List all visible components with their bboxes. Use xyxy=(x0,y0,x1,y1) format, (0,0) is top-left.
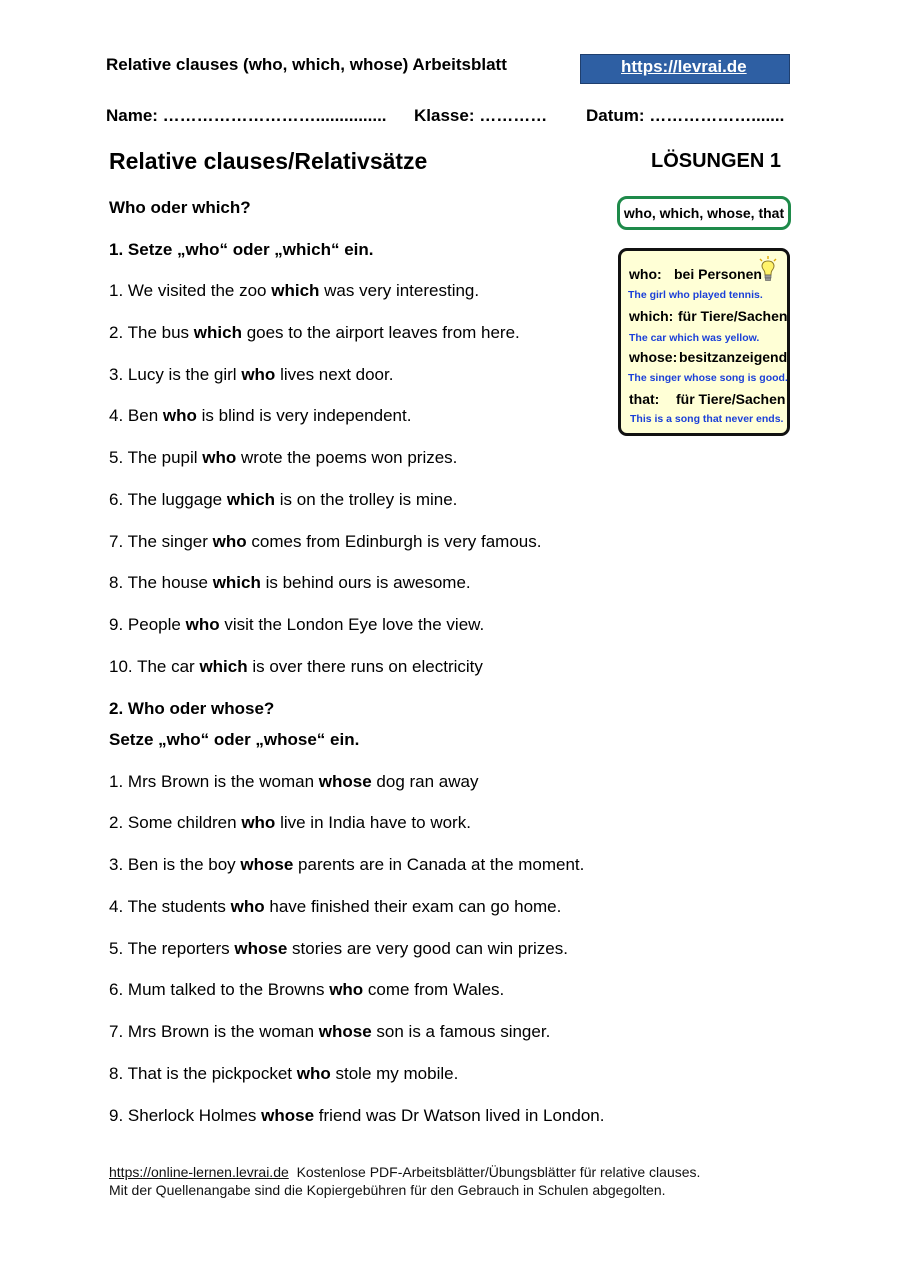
info-example: The singer whose song is good. xyxy=(628,372,788,384)
site-url-link[interactable]: https://levrai.de xyxy=(580,54,790,84)
info-meaning: für Tiere/Sachen xyxy=(676,391,786,407)
answer-word: who xyxy=(185,615,220,634)
answer-word: who xyxy=(202,448,237,467)
exercise-item: 3. Ben is the boy whose parents are in Canada at the moment. xyxy=(109,855,585,874)
answer-word: who xyxy=(329,980,364,999)
info-term: who: xyxy=(629,266,662,282)
answer-word: whose xyxy=(261,1106,315,1125)
exercise-item: 1. Mrs Brown is the woman whose dog ran away xyxy=(109,772,479,791)
section1-instruction: 1. Setze „who“ oder „which“ ein. xyxy=(109,240,374,259)
info-example: This is a song that never ends. xyxy=(630,413,784,425)
exercise-item: 9. People who visit the London Eye love the view. xyxy=(109,615,485,634)
footer-link[interactable]: https://online-lernen.levrai.de xyxy=(109,1164,289,1180)
info-example: The girl who played tennis. xyxy=(628,289,763,301)
exercise-item: 8. The house which is behind ours is awesome. xyxy=(109,573,471,592)
exercise-item: 5. The reporters whose stories are very good can win prizes. xyxy=(109,939,568,958)
answer-word: which xyxy=(193,323,242,342)
answer-word: who xyxy=(241,365,276,384)
info-meaning: bei Personen xyxy=(674,266,762,282)
answer-word: who xyxy=(230,897,265,916)
exercise-item: 2. The bus which goes to the airport leaves from here. xyxy=(109,323,520,342)
answer-word: who xyxy=(212,532,247,551)
exercise-item: 10. The car which is over there runs on electricity xyxy=(109,657,483,676)
relative-pronoun-chip: who, which, whose, that xyxy=(617,196,791,230)
footer-line-2: Mit der Quellenangabe sind die Kopiergebühren für den Gebrauch in Schulen abgegolten. xyxy=(109,1182,666,1198)
exercise-item: 3. Lucy is the girl who lives next door. xyxy=(109,365,394,384)
class-field: Klasse: ………… xyxy=(414,106,548,125)
exercise-item: 8. That is the pickpocket who stole my mobile. xyxy=(109,1064,459,1083)
solutions-label: LÖSUNGEN 1 xyxy=(651,150,782,172)
exercise-item: 4. Ben who is blind is very independent. xyxy=(109,406,412,425)
exercise-item: 6. The luggage which is on the trolley is mine. xyxy=(109,490,458,509)
exercise-item: 7. The singer who comes from Edinburgh is very famous. xyxy=(109,532,542,551)
page-title: Relative clauses/Relativsätze xyxy=(109,148,428,174)
section1-heading: Who oder which? xyxy=(109,198,251,217)
info-example: The car which was yellow. xyxy=(629,332,760,344)
answer-word: which xyxy=(226,490,276,509)
info-term: that: xyxy=(629,391,660,407)
answer-word: whose xyxy=(234,939,288,958)
answer-word: who xyxy=(296,1064,331,1083)
name-field: Name: ………………………............... xyxy=(106,106,387,125)
worksheet-title: Relative clauses (who, which, whose) Arbeitsblatt xyxy=(106,55,507,74)
lightbulb-icon xyxy=(758,256,778,284)
answer-word: which xyxy=(212,573,261,592)
info-meaning: besitzanzeigend xyxy=(679,349,788,365)
exercise-item: 5. The pupil who wrote the poems won prizes. xyxy=(109,448,458,467)
info-term: whose: xyxy=(629,349,678,365)
answer-word: who xyxy=(162,406,197,425)
exercise-item: 6. Mum talked to the Browns who come from Wales. xyxy=(109,980,505,999)
info-term: which: xyxy=(629,308,674,324)
answer-word: whose xyxy=(240,855,294,874)
exercise-item: 7. Mrs Brown is the woman whose son is a famous singer. xyxy=(109,1022,551,1041)
footer-line-1 xyxy=(109,1164,700,1180)
exercise-item: 9. Sherlock Holmes whose friend was Dr Watson lived in London. xyxy=(109,1106,605,1125)
exercise-item: 1. We visited the zoo which was very interesting. xyxy=(109,281,480,300)
exercise-item: 4. The students who have finished their exam can go home. xyxy=(109,897,562,916)
info-meaning: für Tiere/Sachen xyxy=(678,308,788,324)
section2-instruction: Setze „who“ oder „whose“ ein. xyxy=(109,730,360,749)
answer-word: whose xyxy=(318,772,372,791)
section2-heading: 2. Who oder whose? xyxy=(109,699,275,718)
answer-word: whose xyxy=(318,1022,372,1041)
answer-word: which xyxy=(199,657,248,676)
footer-text: Kostenlose PDF-Arbeitsblätter/Übungsblätter für relative clauses. xyxy=(296,1164,701,1180)
date-field: Datum: ………………....... xyxy=(586,106,785,125)
exercise-item: 2. Some children who live in India have to work. xyxy=(109,813,471,832)
answer-word: which xyxy=(271,281,320,300)
answer-word: who xyxy=(241,813,276,832)
